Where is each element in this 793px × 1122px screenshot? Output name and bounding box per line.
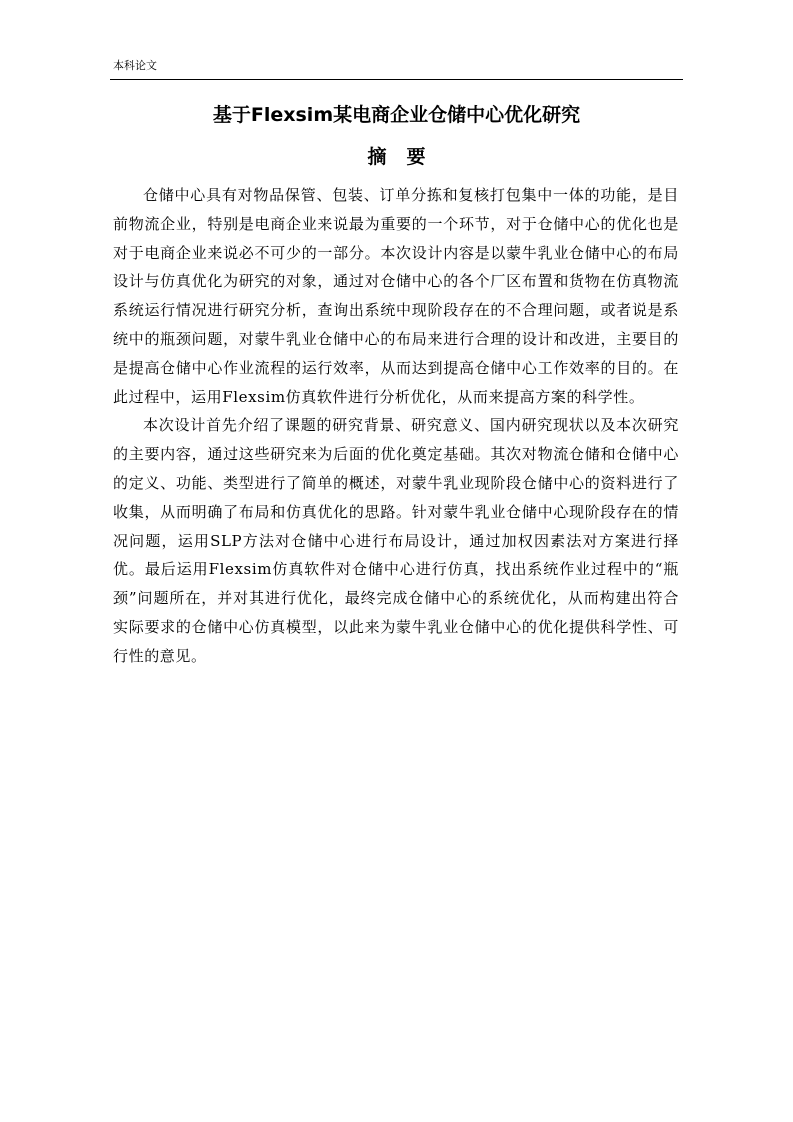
abstract-body xyxy=(113,181,679,671)
header-rule xyxy=(110,79,683,80)
abstract-paragraph: 仓储中心具有对物品保管、包装、订单分拣和复核打包集中一体的功能，是目前物流企业，特别是电商企业来说最为重要的一个环节，对于仓储中心的优化也是对于电商企业来说必不可少的一部分。本次设计内容是以蒙牛乳业仓储中心的布局设计与仿真优化为研究的对象，通过对仓储中心的各个厂区布置和货物在仿真物流系统运行情况进行研究分析，查询出系统中现阶段存在的不合理问题，或者说是系统中的瓶颈问题，对蒙牛乳业仓储中心的布局来进行合理的设计和改进，主要目的是提高仓储中心作业流程的运行效率，从而达到提高仓储中心工作效率的目的。在此过程中，运用Flexsim仿真软件进行分析优化，从而来提高方案的科学性。 xyxy=(113,186,679,406)
abstract-heading: 摘要 xyxy=(367,146,446,168)
running-header: 本科论文 xyxy=(113,59,157,72)
paper-title: 基于Flexsim某电商企业仓储中心优化研究 xyxy=(212,104,581,126)
abstract-paragraph: 本次设计首先介绍了课题的研究背景、研究意义、国内研究现状以及本次研究的主要内容，通过这些研究来为后面的优化奠定基础。其次对物流仓储和仓储中心的定义、功能、类型进行了简单的概述，对蒙牛乳业现阶段仓储中心的资料进行了收集，从而明确了布局和仿真优化的思路。针对蒙牛乳业仓储中心现阶段存在的情况问题，运用SLP方法对仓储中心进行布局设计，通过加权因素法对方案进行择优。最后运用Flexsim仿真软件对仓储中心进行仿真，找出系统作业过程中的“瓶颈”问题所在，并对其进行优化，最终完成仓储中心的系统优化，从而构建出符合实际要求的仓储中心仿真模型，以此来为蒙牛乳业仓储中心的优化提供科学性、可行性的意见。 xyxy=(113,416,679,665)
